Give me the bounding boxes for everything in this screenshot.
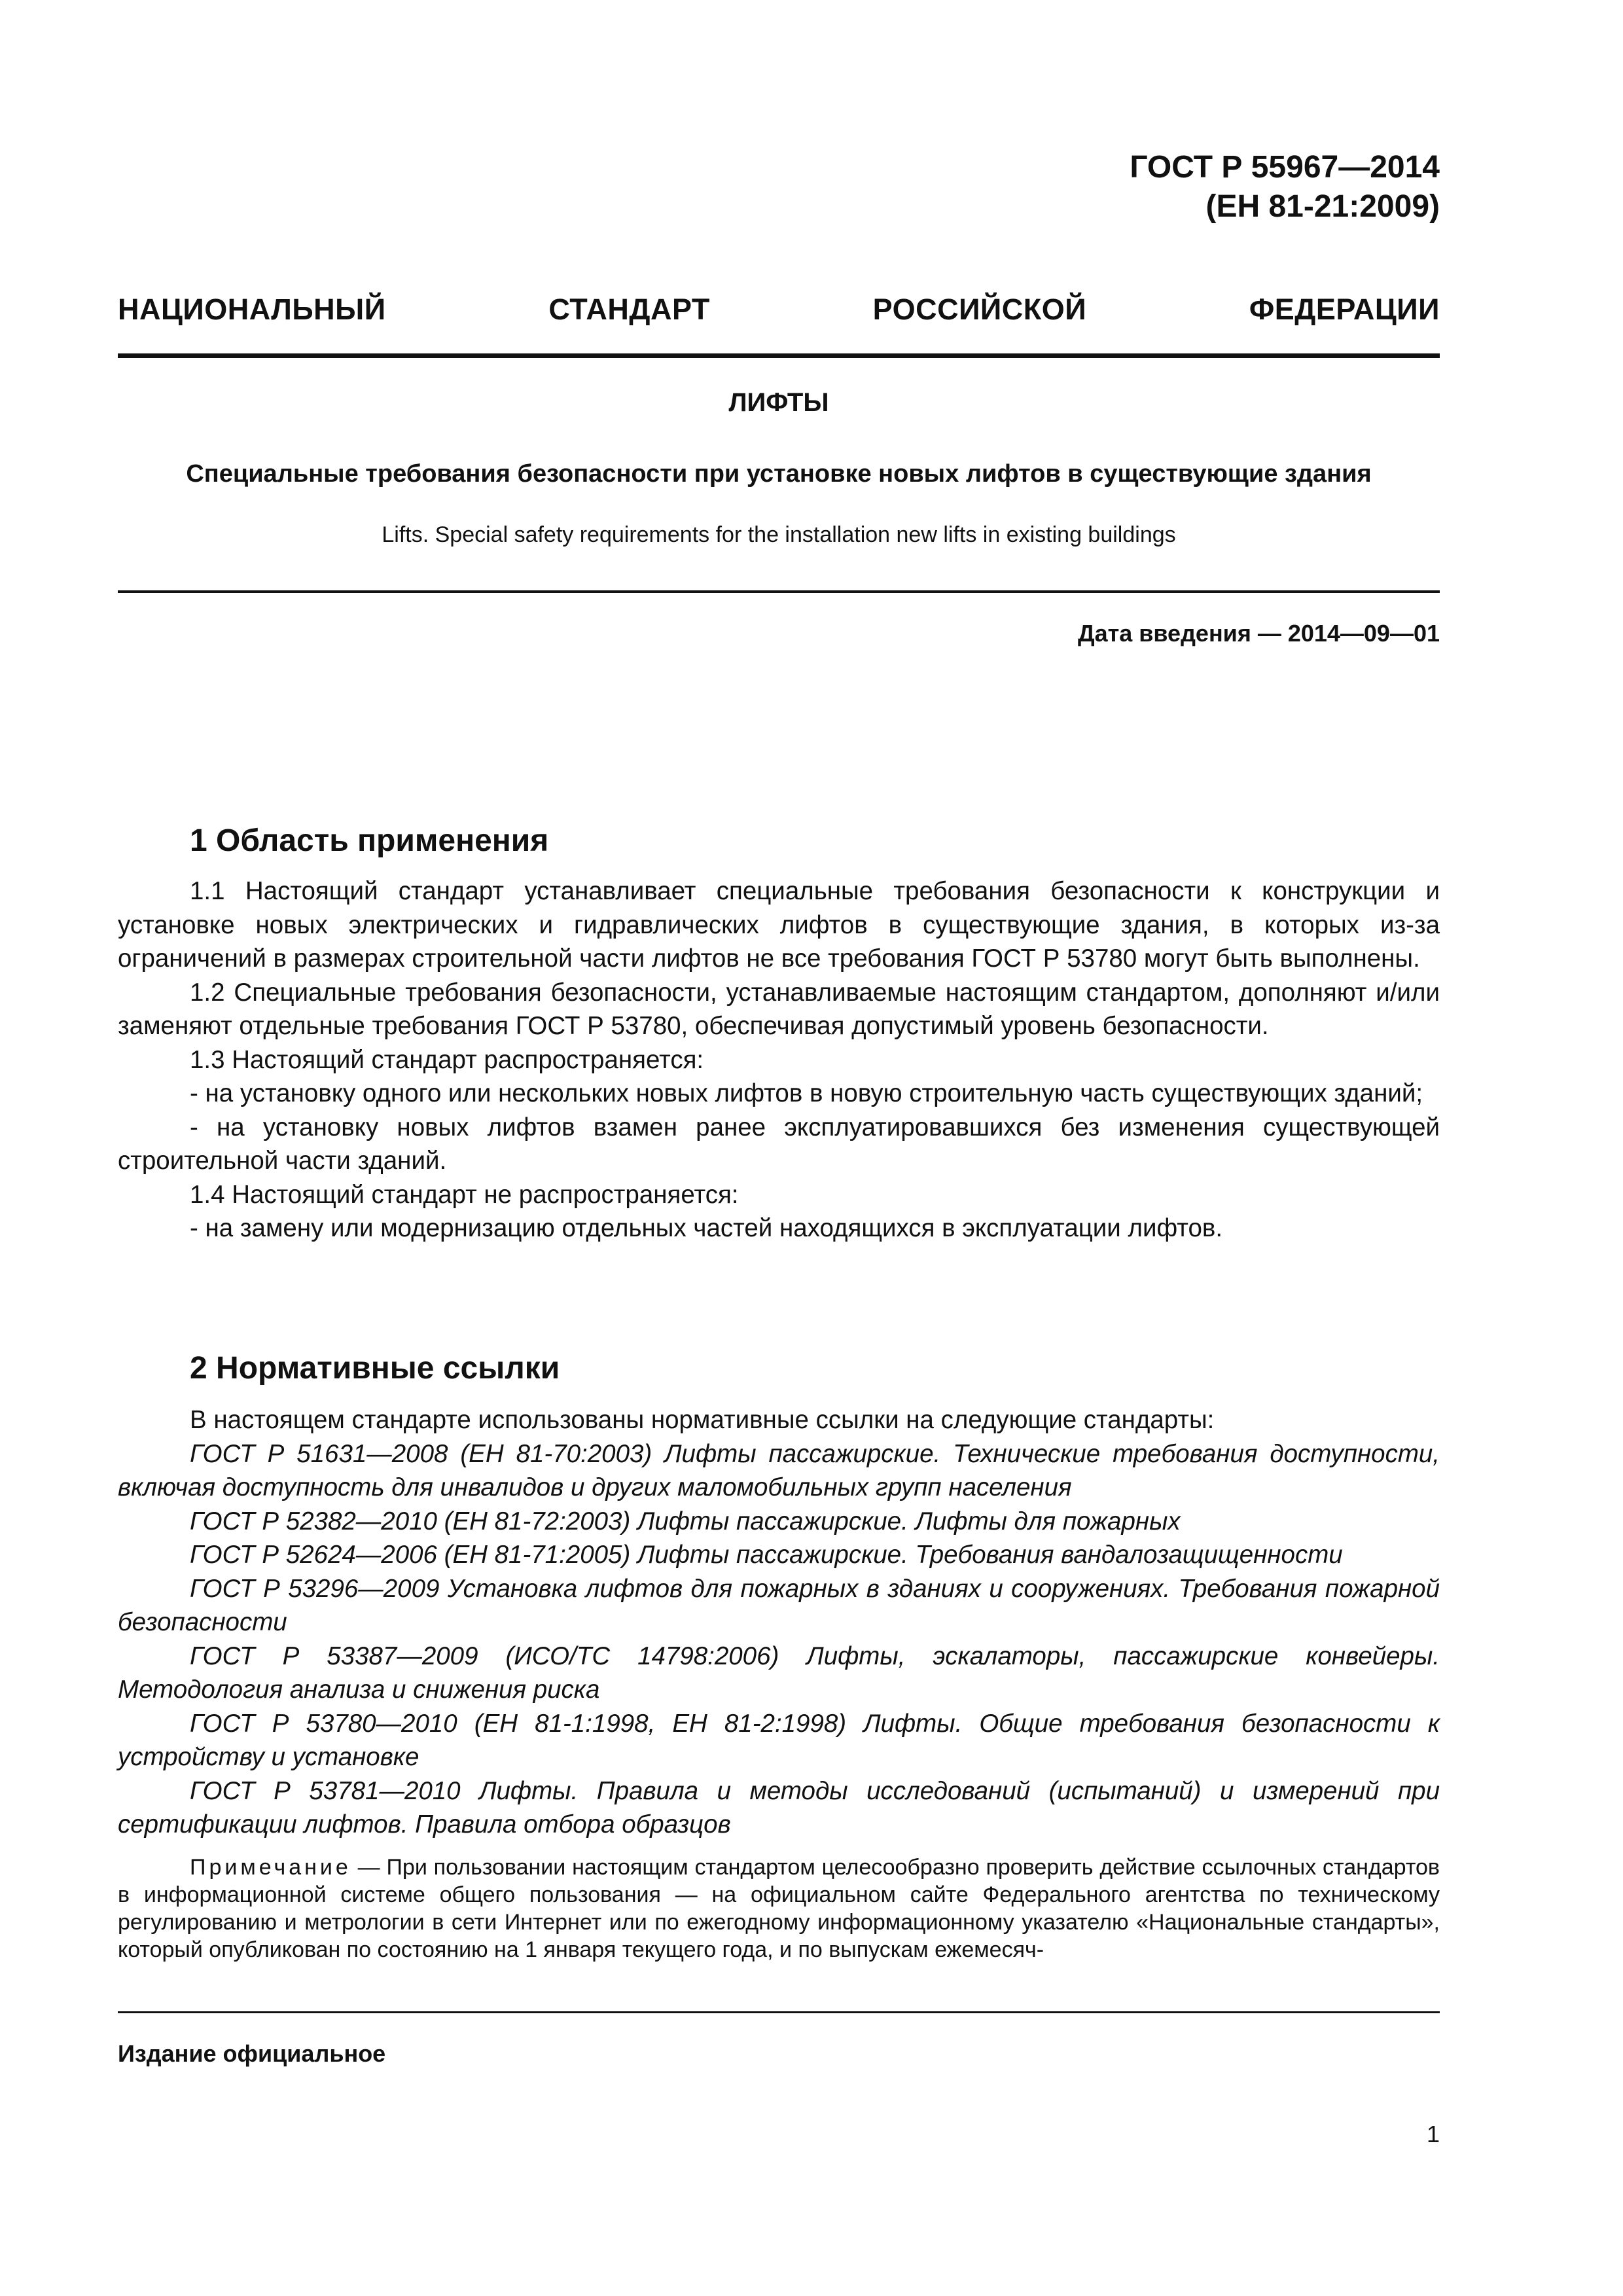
paragraph: 1.3 Настоящий стандарт распространяется: (190, 1045, 704, 1074)
reference-item: ГОСТ Р 53781—2010 Лифты. Правила и методы исследований (испытаний) и измерений при сертификации лифтов. Правила отбора образцов (118, 1776, 1440, 1839)
section-scope (118, 821, 1440, 1246)
reference-item: ГОСТ Р 53780—2010 (ЕН 81-1:1998, ЕН 81-2:1998) Лифты. Общие требования безопасности к устройству и установке (118, 1709, 1440, 1771)
reference-item: ГОСТ Р 51631—2008 (ЕН 81-70:2003) Лифты пассажирские. Технические требования доступности, включая доступность для инвалидов и других маломобильных групп населения (118, 1439, 1440, 1501)
paragraph: В настоящем стандарте использованы нормативные ссылки на следующие стандарты: (190, 1406, 1215, 1434)
section-heading: 2 Нормативные ссылки (190, 1351, 560, 1386)
section-heading: 1 Область применения (190, 823, 549, 858)
document-subtitle-ru: Специальные требования безопасности при установке новых лифтов в существующие здания (186, 460, 1372, 488)
paragraph: 1.2 Специальные требования безопасности, устанавливаемые настоящим стандартом, дополняют и/или заменяют отдельные требования ГОСТ Р 53780, обеспечивая допустимый уровень безопасности. (118, 978, 1440, 1040)
page-number: 1 (1426, 2121, 1440, 2147)
paragraph: 1.4 Настоящий стандарт не распространяется: (190, 1180, 739, 1209)
reference-item: ГОСТ Р 52382—2010 (ЕН 81-72:2003) Лифты пассажирские. Лифты для пожарных (190, 1507, 1181, 1535)
paragraph: - на установку новых лифтов взамен ранее эксплуатировавшихся без изменения существующей строительной части зданий. (118, 1113, 1440, 1175)
subtitle-divider (118, 590, 1440, 593)
en-number: (ЕН 81-21:2009) (1205, 189, 1440, 224)
introduction-date: Дата введения — 2014—09—01 (1077, 620, 1440, 647)
paragraph: - на установку одного или нескольких новых лифтов в новую строительную часть существующих зданий; (190, 1079, 1423, 1107)
section-normative-references (118, 1348, 1440, 1986)
paragraph: - на замену или модернизацию отдельных частей находящихся в эксплуатации лифтов. (190, 1214, 1223, 1242)
note-label: Примечание (190, 1854, 351, 1880)
document-title: ЛИФТЫ (728, 388, 829, 417)
document-identifier (118, 148, 1440, 226)
reference-item: ГОСТ Р 52624—2006 (ЕН 81-71:2005) Лифты пассажирские. Требования вандалозащищенности (190, 1541, 1343, 1569)
national-standard-banner: НАЦИОНАЛЬНЫЙ СТАНДАРТ РОССИЙСКОЙ ФЕДЕРАЦИИ (118, 293, 1440, 326)
document-subtitle-en: Lifts. Special safety requirements for the installation new lifts in existing buildings (382, 522, 1176, 547)
note (118, 1854, 1440, 1964)
footer-divider (118, 2011, 1440, 2013)
gost-number: ГОСТ Р 55967—2014 (1130, 150, 1440, 185)
reference-item: ГОСТ Р 53296—2009 Установка лифтов для пожарных в зданиях и сооружениях. Требования пожарной безопасности (118, 1574, 1440, 1636)
edition-label: Издание официальное (118, 2040, 386, 2067)
note-text: — При пользовании настоящим стандартом целесообразно проверить действие ссылочных стандартов в информационной системе общего пользования — на официальном сайте Федерального агентства по техническому регулированию и метрологии в сети Интернет или по ежегодному информационному указателю «Национальные стандарты», который опубликован по состоянию на 1 января текущего года, и по выпускам ежемесяч- (118, 1854, 1440, 1962)
paragraph: 1.1 Настоящий стандарт устанавливает специальные требования безопасности к конструкции и установке новых электрических и гидравлических лифтов в существующие здания, в которых из-за ограничений в размерах строительной части лифтов не все требования ГОСТ Р 53780 могут быть выполнены. (118, 877, 1440, 973)
header-divider (118, 353, 1440, 358)
reference-item: ГОСТ Р 53387—2009 (ИСО/ТС 14798:2006) Лифты, эскалаторы, пассажирские конвейеры. Методология анализа и снижения риска (118, 1641, 1440, 1704)
